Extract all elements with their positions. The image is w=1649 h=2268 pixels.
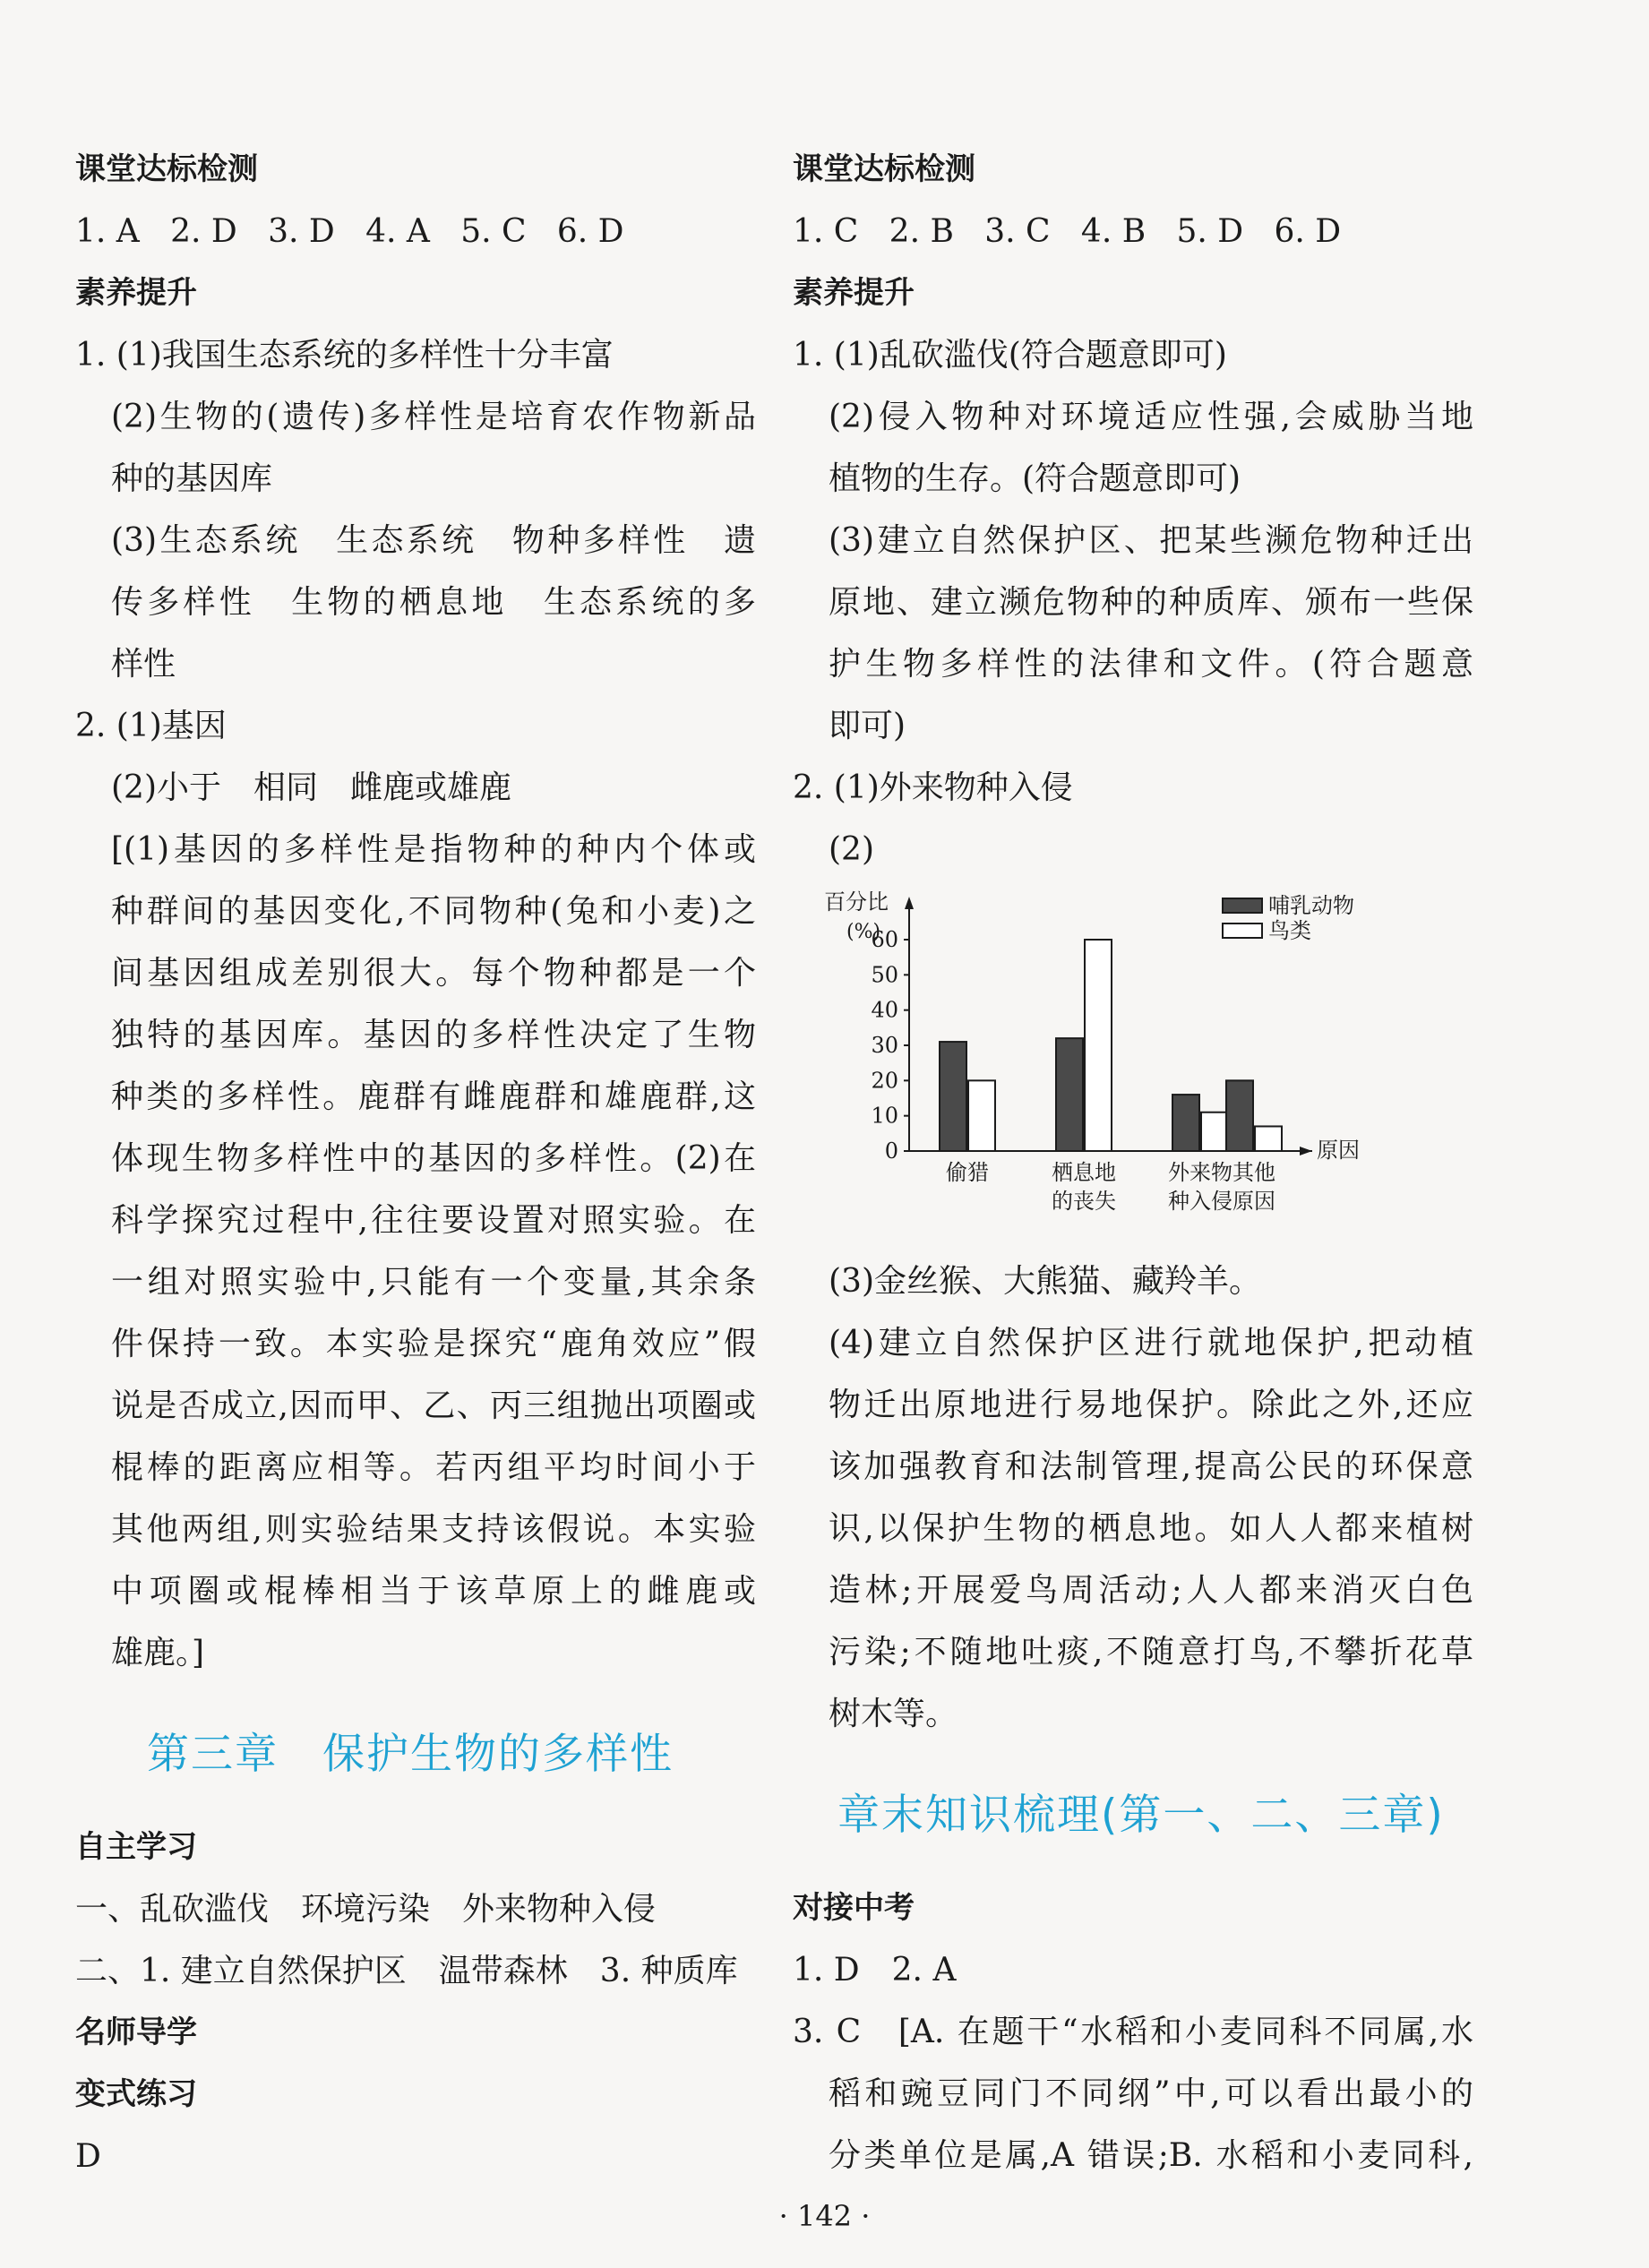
exam-question-3: 3. C [A. 在题干“水稻和小麦同科不同属,水 xyxy=(793,2014,1473,2050)
y-tick-label: 0 xyxy=(884,1138,898,1164)
x-tick-label: 外来物 xyxy=(1168,1160,1232,1185)
y-tick-label: 10 xyxy=(871,1103,898,1129)
left-column xyxy=(75,139,756,2187)
bar-bird xyxy=(1085,940,1112,1151)
x-axis-label: 原因 xyxy=(1317,1138,1360,1163)
explanation-line: 件保持一致。本实验是探究“鹿角效应”假 xyxy=(111,1326,756,1362)
answer-line: 1. A 2. D 3. D 4. A 5. C 6. D xyxy=(75,213,624,250)
section-heading-variant-practice: 变式练习 xyxy=(75,2076,197,2112)
question-1-part-2-cont: 种的基因库 xyxy=(111,460,273,497)
y-tick-label: 20 xyxy=(871,1068,898,1094)
question-2-part-2: (2) xyxy=(829,831,874,868)
bar-mammal xyxy=(1056,1038,1083,1151)
section-heading-teacher-guide: 名师导学 xyxy=(75,2015,197,2050)
y-axis-arrow xyxy=(905,897,914,909)
y-tick-label: 60 xyxy=(871,927,898,952)
bar-mammal xyxy=(1172,1095,1199,1151)
x-tick-label: 种入侵 xyxy=(1168,1189,1232,1214)
question-2-part-1: 2. (1)基因 xyxy=(75,708,227,744)
explanation-line: 其他两组,则实验结果支持该假说。本实验 xyxy=(111,1511,756,1548)
explanation-line: 一组对照实验中,只能有一个变量,其余条 xyxy=(111,1264,756,1301)
x-tick-label: 的丧失 xyxy=(1052,1189,1116,1214)
legend-label: 鸟类 xyxy=(1268,918,1311,943)
question-2-part-2: (2)小于 相同 雌鹿或雄鹿 xyxy=(111,769,511,806)
question-2-part-3: (3)金丝猴、大熊猫、藏羚羊。 xyxy=(829,1263,1261,1300)
bar-mammal xyxy=(940,1042,966,1151)
section-heading-literacy: 素养提升 xyxy=(793,275,915,311)
question-1-part-3-end: 样性 xyxy=(111,646,176,683)
question-2-part-4: 造林;开展爱鸟周活动;人人都来消灭白色 xyxy=(829,1572,1473,1609)
bar-mammal xyxy=(1226,1080,1253,1151)
x-axis-arrow xyxy=(1300,1147,1312,1155)
explanation-line: 棍棒的距离应相等。若丙组平均时间小于 xyxy=(111,1449,756,1486)
question-2-part-4: 污染;不随地吐痰,不随意打鸟,不攀折花草 xyxy=(829,1634,1473,1671)
chapter-review-title: 章末知识梳理(第一、二、三章) xyxy=(837,1791,1445,1840)
answer-line: 1. C 2. B 3. C 4. B 5. D 6. D xyxy=(793,213,1342,250)
exam-question-3-cont: 分类单位是属,A 错误;B. 水稻和小麦同科, xyxy=(829,2137,1473,2174)
bar-bird xyxy=(1255,1126,1282,1151)
self-study-line-1: 一、乱砍滥伐 环境污染 外来物种入侵 xyxy=(75,1891,657,1928)
explanation-line: 科学探究过程中,往往要设置对照实验。在 xyxy=(111,1202,756,1239)
question-2-part-4: (4)建立自然保护区进行就地保护,把动植 xyxy=(829,1325,1473,1362)
explanation-line: 说是否成立,因而甲、乙、丙三组抛出项圈或 xyxy=(111,1387,756,1424)
legend-label: 哺乳动物 xyxy=(1268,893,1354,918)
explanation-line: 间基因组成差别很大。每个物种都是一个 xyxy=(111,955,756,992)
x-tick-label: 其他 xyxy=(1232,1160,1275,1185)
question-2-part-4: 识,以保护生物的栖息地。如人人都来植树 xyxy=(829,1510,1473,1547)
explanation-line-last: 雄鹿。] xyxy=(111,1635,205,1671)
question-2-part-4: 该加强教育和法制管理,提高公民的环保意 xyxy=(829,1448,1473,1485)
question-2-part-4-end: 树木等。 xyxy=(829,1696,958,1732)
explanation-block xyxy=(75,819,756,1684)
section-heading-exam: 对接中考 xyxy=(793,1890,915,1926)
question-1-part-1: 1. (1)我国生态系统的多样性十分丰富 xyxy=(75,337,614,374)
bar-chart xyxy=(824,884,1473,1245)
self-study-line-2: 二、1. 建立自然保护区 温带森林 3. 种质库 xyxy=(75,1953,738,1989)
y-tick-label: 50 xyxy=(871,962,898,988)
y-axis-label: 百分比 xyxy=(824,889,889,915)
explanation-line: 种类的多样性。鹿群有雌鹿群和雄鹿群,这 xyxy=(111,1078,756,1115)
section-heading-self-study: 自主学习 xyxy=(75,1829,197,1865)
bar-bird xyxy=(1201,1113,1228,1151)
question-1-part-3-cont2: 护生物多样性的法律和文件。(符合题意 xyxy=(829,646,1473,683)
y-axis-unit: (%) xyxy=(846,921,881,943)
exam-answer-line: 1. D 2. A xyxy=(793,1952,957,1989)
section-heading-class-check: 课堂达标检测 xyxy=(793,151,975,187)
chapter-3-title: 第三章 保护生物的多样性 xyxy=(147,1730,674,1779)
question-1-part-2-cont: 植物的生存。(符合题意即可) xyxy=(829,460,1241,497)
explanation-line: 中项圈或棍棒相当于该草原上的雌鹿或 xyxy=(111,1573,756,1610)
bar-bird xyxy=(968,1080,995,1151)
question-1-part-2: (2)生物的(遗传)多样性是培育农作物新品 xyxy=(111,399,756,435)
x-tick-label: 偷猎 xyxy=(946,1160,989,1185)
page-number: · 142 · xyxy=(778,2199,871,2233)
question-1-part-3-cont: 原地、建立濒危物种的种质库、颁布一些保 xyxy=(829,584,1473,621)
x-tick-label: 原因 xyxy=(1232,1189,1275,1214)
explanation-line: [(1)基因的多样性是指物种的种内个体或 xyxy=(111,831,756,868)
y-tick-label: 30 xyxy=(871,1033,898,1058)
explanation-line: 体现生物多样性中的基因的多样性。(2)在 xyxy=(111,1140,756,1177)
question-1-part-3: (3)建立自然保护区、把某些濒危物种迁出 xyxy=(829,522,1473,559)
explanation-line: 种群间的基因变化,不同物种(兔和小麦)之 xyxy=(111,893,756,930)
section-heading-class-check: 课堂达标检测 xyxy=(75,151,258,187)
section-heading-literacy: 素养提升 xyxy=(75,275,197,311)
question-2-part-4: 物迁出原地进行易地保护。除此之外,还应 xyxy=(829,1387,1473,1423)
question-1-part-2: (2)侵入物种对环境适应性强,会威胁当地 xyxy=(829,399,1473,435)
right-column xyxy=(793,139,1473,2186)
question-2-part-1: 2. (1)外来物种入侵 xyxy=(793,769,1073,806)
question-1-part-1: 1. (1)乱砍滥伐(符合题意即可) xyxy=(793,337,1227,374)
explanation-line: 独特的基因库。基因的多样性决定了生物 xyxy=(111,1017,756,1053)
question-1-part-3-end: 即可) xyxy=(829,708,906,744)
legend-swatch xyxy=(1223,898,1262,913)
question-1-part-3: (3)生态系统 生态系统 物种多样性 遗 xyxy=(111,522,756,559)
variant-answer: D xyxy=(75,2138,101,2175)
bar-chart-svg xyxy=(824,884,1451,1224)
exam-question-3-cont: 稻和豌豆同门不同纲”中,可以看出最小的 xyxy=(829,2075,1473,2112)
question-1-part-3-cont: 传多样性 生物的栖息地 生态系统的多 xyxy=(111,584,756,621)
x-tick-label: 栖息地 xyxy=(1052,1160,1116,1185)
legend-swatch xyxy=(1223,924,1262,938)
y-tick-label: 40 xyxy=(871,997,898,1023)
